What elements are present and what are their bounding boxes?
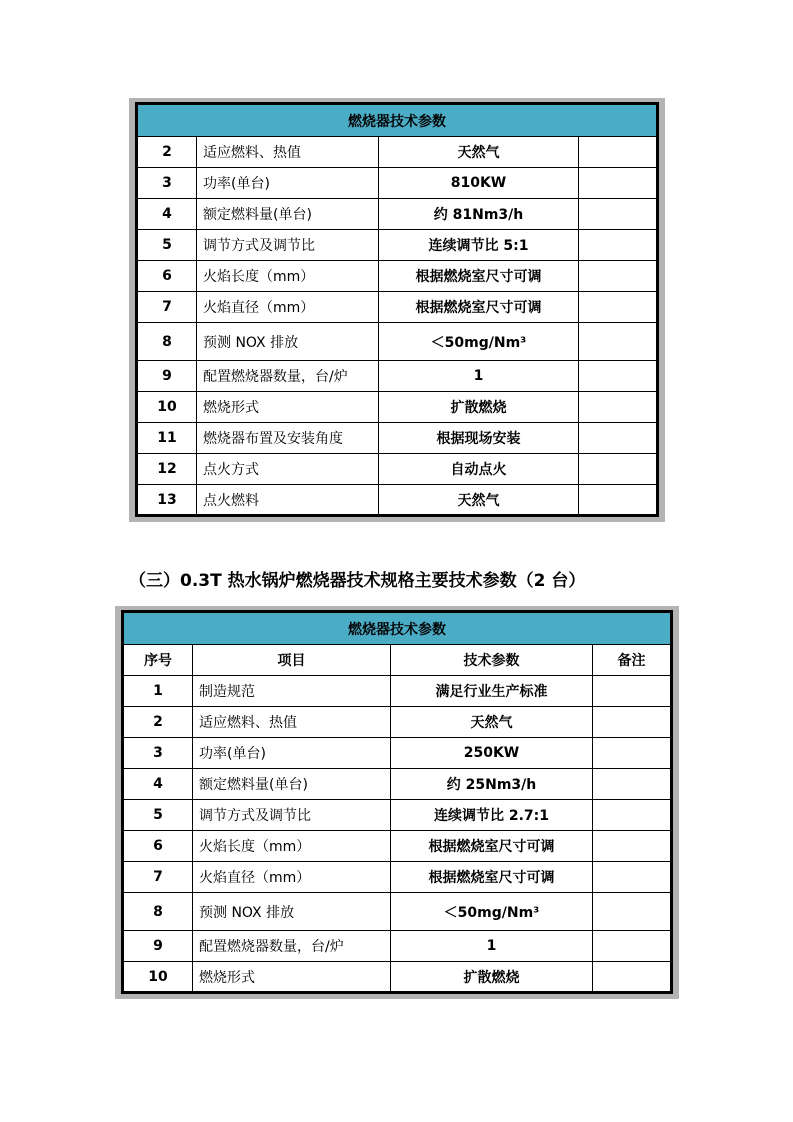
table-row: [123, 769, 672, 800]
row-number: 9: [123, 931, 193, 962]
table2-title-row: [123, 612, 672, 645]
table-row: [123, 962, 672, 993]
row-item: 适应燃料、热值: [193, 707, 391, 738]
row-note: [593, 800, 672, 831]
header-no: 序号: [123, 645, 193, 676]
table-row: [137, 423, 658, 454]
table-row: [137, 261, 658, 292]
header-value: 技术参数: [391, 645, 593, 676]
row-note: [579, 199, 658, 230]
row-note: [593, 738, 672, 769]
header-item: 项目: [193, 645, 391, 676]
row-item: 燃烧形式: [197, 392, 379, 423]
table-row: [137, 485, 658, 516]
row-note: [593, 707, 672, 738]
row-item: 火焰长度（mm）: [197, 261, 379, 292]
table-row: [137, 454, 658, 485]
burner-params-table-1: [135, 102, 659, 517]
row-value: 连续调节比 2.7:1: [391, 800, 593, 831]
row-item: 额定燃料量(单台): [197, 199, 379, 230]
row-number: 2: [123, 707, 193, 738]
row-note: [593, 931, 672, 962]
table2-frame: [115, 606, 679, 999]
row-item: 燃烧形式: [193, 962, 391, 993]
table1-title: 燃烧器技术参数: [137, 104, 658, 137]
row-number: 11: [137, 423, 197, 454]
row-value: 扩散燃烧: [391, 962, 593, 993]
row-number: 12: [137, 454, 197, 485]
row-number: 9: [137, 361, 197, 392]
row-value: 1: [391, 931, 593, 962]
row-note: [593, 893, 672, 931]
row-number: 5: [123, 800, 193, 831]
header-note: 备注: [593, 645, 672, 676]
row-value: 满足行业生产标准: [391, 676, 593, 707]
row-value: 自动点火: [379, 454, 579, 485]
row-item: 适应燃料、热值: [197, 137, 379, 168]
row-item: 点火燃料: [197, 485, 379, 516]
row-value: ＜50mg/Nm³: [379, 323, 579, 361]
row-number: 13: [137, 485, 197, 516]
row-value: 1: [379, 361, 579, 392]
row-note: [579, 392, 658, 423]
row-note: [579, 361, 658, 392]
table-row: [123, 862, 672, 893]
row-value: 810KW: [379, 168, 579, 199]
table-row: [137, 230, 658, 261]
row-note: [593, 962, 672, 993]
row-note: [593, 862, 672, 893]
row-value: 根据现场安装: [379, 423, 579, 454]
row-value: 扩散燃烧: [379, 392, 579, 423]
row-note: [593, 831, 672, 862]
row-number: 8: [123, 893, 193, 931]
row-item: 额定燃料量(单台): [193, 769, 391, 800]
row-item: 功率(单台): [197, 168, 379, 199]
row-value: 天然气: [379, 137, 579, 168]
row-number: 7: [123, 862, 193, 893]
row-number: 8: [137, 323, 197, 361]
burner-params-table-2: [121, 610, 673, 994]
table1-body: [137, 104, 658, 516]
row-item: 火焰直径（mm）: [193, 862, 391, 893]
row-item: 点火方式: [197, 454, 379, 485]
row-value: 250KW: [391, 738, 593, 769]
row-number: 4: [123, 769, 193, 800]
table-row: [123, 831, 672, 862]
row-number: 5: [137, 230, 197, 261]
row-number: 2: [137, 137, 197, 168]
row-value: 约 25Nm3/h: [391, 769, 593, 800]
row-value: 根据燃烧室尺寸可调: [379, 292, 579, 323]
row-note: [579, 323, 658, 361]
table2-title: 燃烧器技术参数: [123, 612, 672, 645]
row-number: 1: [123, 676, 193, 707]
table2-header-row: [123, 645, 672, 676]
row-item: 预测 NOX 排放: [193, 893, 391, 931]
row-value: 根据燃烧室尺寸可调: [379, 261, 579, 292]
row-note: [579, 292, 658, 323]
row-value: 天然气: [391, 707, 593, 738]
table-row: [123, 676, 672, 707]
row-note: [579, 168, 658, 199]
table1-frame: [129, 98, 665, 522]
table-row: [137, 292, 658, 323]
table-row: [123, 931, 672, 962]
row-item: 制造规范: [193, 676, 391, 707]
table-row: [137, 323, 658, 361]
table-row: [123, 800, 672, 831]
row-note: [593, 769, 672, 800]
row-number: 10: [123, 962, 193, 993]
row-item: 火焰长度（mm）: [193, 831, 391, 862]
table-row: [137, 168, 658, 199]
table2-body: [123, 612, 672, 993]
row-item: 预测 NOX 排放: [197, 323, 379, 361]
row-number: 3: [123, 738, 193, 769]
row-item: 调节方式及调节比: [197, 230, 379, 261]
section-heading: （三）0.3T 热水锅炉燃烧器技术规格主要技术参数（2 台）: [129, 571, 586, 591]
table-row: [123, 893, 672, 931]
row-item: 配置燃烧器数量，台/炉: [193, 931, 391, 962]
row-value: 约 81Nm3/h: [379, 199, 579, 230]
row-item: 燃烧器布置及安装角度: [197, 423, 379, 454]
table1-title-row: [137, 104, 658, 137]
row-number: 4: [137, 199, 197, 230]
row-number: 3: [137, 168, 197, 199]
table-row: [137, 392, 658, 423]
table-row: [123, 707, 672, 738]
row-item: 功率(单台): [193, 738, 391, 769]
row-note: [579, 423, 658, 454]
table-row: [137, 361, 658, 392]
table-row: [123, 738, 672, 769]
table-row: [137, 137, 658, 168]
row-note: [593, 676, 672, 707]
row-item: 配置燃烧器数量，台/炉: [197, 361, 379, 392]
row-value: 连续调节比 5:1: [379, 230, 579, 261]
row-note: [579, 230, 658, 261]
row-note: [579, 454, 658, 485]
row-value: 根据燃烧室尺寸可调: [391, 831, 593, 862]
row-number: 7: [137, 292, 197, 323]
row-note: [579, 485, 658, 516]
row-item: 火焰直径（mm）: [197, 292, 379, 323]
row-number: 6: [137, 261, 197, 292]
row-value: 天然气: [379, 485, 579, 516]
row-note: [579, 261, 658, 292]
row-value: 根据燃烧室尺寸可调: [391, 862, 593, 893]
row-item: 调节方式及调节比: [193, 800, 391, 831]
row-number: 10: [137, 392, 197, 423]
table-row: [137, 199, 658, 230]
row-note: [579, 137, 658, 168]
row-value: ＜50mg/Nm³: [391, 893, 593, 931]
row-number: 6: [123, 831, 193, 862]
